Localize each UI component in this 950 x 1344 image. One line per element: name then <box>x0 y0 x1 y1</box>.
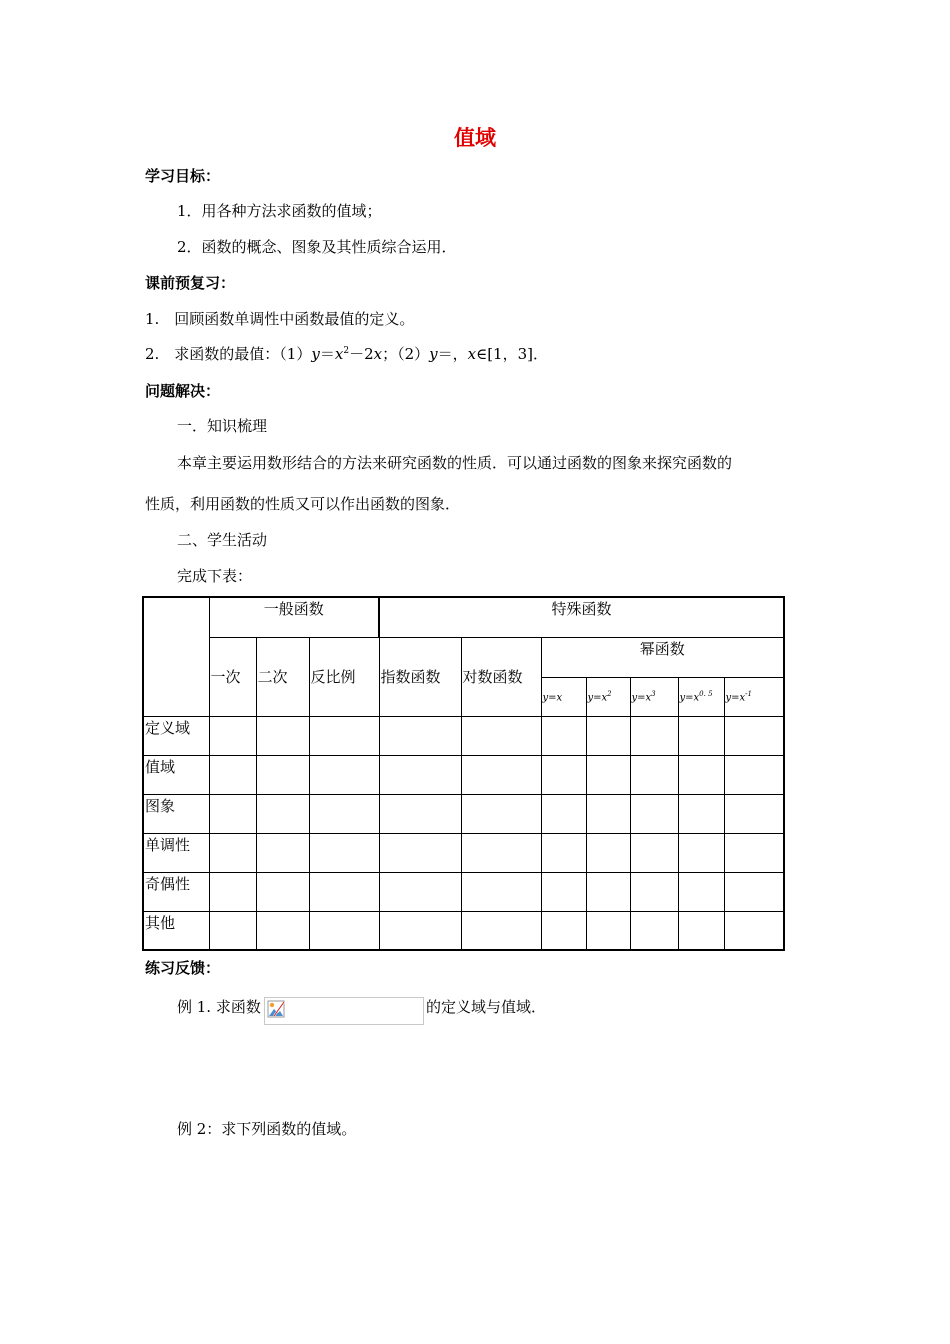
page-title: 值域 <box>454 126 496 150</box>
row-label-monotonicity: 单调性 <box>143 833 209 872</box>
goal-item-2: 2．函数的概念、图象及其性质综合运用． <box>177 238 457 256</box>
header-general: 一般函数 <box>209 597 379 637</box>
table-corner <box>143 597 209 716</box>
solve-heading: 问题解决： <box>145 382 221 400</box>
example-1-prefix: 例 1. 求函数 <box>177 998 261 1016</box>
function-table <box>142 596 785 951</box>
f2-rest: ＝， <box>437 345 468 363</box>
preview-item-2-mid: ；（2） <box>382 345 430 363</box>
col-linear: 一次 <box>209 637 256 716</box>
power-col-3: $y=x^3$ <box>630 677 678 716</box>
table-row <box>143 833 784 872</box>
col-exponential: 指数函数 <box>379 637 461 716</box>
f2-x: x <box>467 345 477 363</box>
f1-x: x <box>334 345 344 363</box>
row-label-graph: 图象 <box>143 794 209 833</box>
header-special: 特殊函数 <box>379 597 784 637</box>
power-col-5: $y=x^{-1}$ <box>724 677 784 716</box>
power-col-4: $y=x^{0. 5}$ <box>678 677 724 716</box>
row-label-domain: 定义域 <box>143 716 209 755</box>
f1-exp: 2 <box>343 346 350 356</box>
f1-minus: －2 <box>349 345 374 363</box>
f2-y: y <box>429 345 438 363</box>
example-1-suffix: 的定义域与值域． <box>426 998 547 1016</box>
power-col-1: y=x <box>541 677 586 716</box>
col-inverse: 反比例 <box>309 637 379 716</box>
col-logarithmic: 对数函数 <box>461 637 541 716</box>
summary-line-1: 本章主要运用数形结合的方法来研究函数的性质．可以通过函数的图象来探究函数的 <box>177 454 733 472</box>
f1-eq: ＝ <box>319 345 335 363</box>
f2-domain: ∈[1，3]． <box>476 345 548 363</box>
goal-item-1: 1．用各种方法求函数的值域； <box>177 202 382 220</box>
preview-heading: 课前预复习： <box>145 274 236 292</box>
header-power: 幂函数 <box>541 637 784 677</box>
practice-heading: 练习反馈： <box>145 959 221 977</box>
broken-formula-image <box>264 997 424 1025</box>
summary-line-2: 性质，利用函数的性质又可以作出函数的图象． <box>145 495 461 513</box>
table-row <box>143 755 784 794</box>
table-row <box>143 872 784 911</box>
table-instruction: 完成下表： <box>177 567 253 585</box>
example-2: 例 2：求下列函数的值域。 <box>177 1120 357 1138</box>
col-quadratic: 二次 <box>256 637 309 716</box>
preview-item-2-prefix: 2. 求函数的最值：（1） <box>145 345 312 363</box>
table-row <box>143 716 784 755</box>
f1-y: y <box>311 345 320 363</box>
preview-item-1: 1. 回顾函数单调性中函数最值的定义。 <box>145 310 415 328</box>
row-label-parity: 奇偶性 <box>143 872 209 911</box>
preview-item-2 <box>145 343 548 364</box>
power-col-2: $y=x^2$ <box>586 677 630 716</box>
row-label-range: 值域 <box>143 755 209 794</box>
table-row <box>143 794 784 833</box>
f1-x2: x <box>373 345 383 363</box>
section-activity: 二、学生活动 <box>177 531 268 549</box>
broken-image-icon <box>267 1000 285 1018</box>
section-knowledge: 一．知识梳理 <box>177 417 268 435</box>
row-label-other: 其他 <box>143 911 209 950</box>
table-row <box>143 911 784 950</box>
goals-heading: 学习目标： <box>145 167 221 185</box>
